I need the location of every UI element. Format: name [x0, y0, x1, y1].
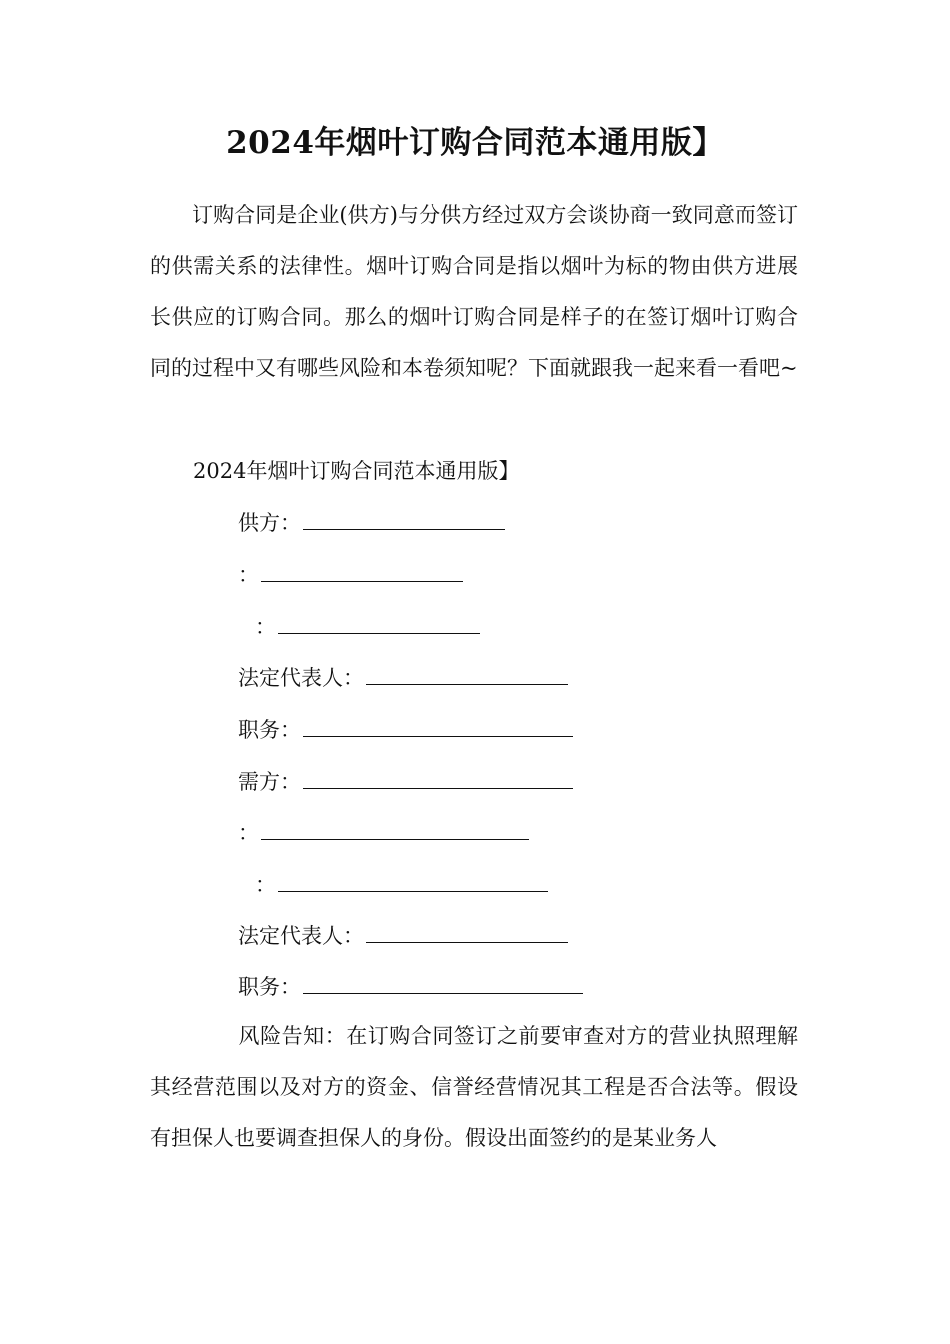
risk-paragraph-text: 风险告知：在订购合同签订之前要审查对方的营业执照理解其经营范围以及对方的资金、信誉经营情况其工程是否合法等。假设有担保人也要调查担保人的身份。假设出面签约的是某业务人 [150, 1024, 798, 1150]
form-field-supplier-position [238, 715, 573, 745]
blank-line[interactable] [261, 561, 463, 582]
form-field-buyer-legal-rep [238, 921, 568, 951]
field-label: ： [238, 821, 259, 845]
blank-line[interactable] [303, 973, 583, 994]
form-field-supplier [238, 508, 505, 538]
form-field-buyer-address [238, 818, 529, 848]
risk-paragraph [150, 1011, 798, 1164]
blank-line[interactable] [278, 871, 548, 892]
intro-paragraph-text: 订购合同是企业(供方)与分供方经过双方会谈协商一致同意而签订的供需关系的法律性。烟叶订购合同是指以烟叶为标的物由供方进展长供应的订购合同。那么的烟叶订购合同是样子的在签订烟叶订购合同的过程中又有哪些风险和本卷须知呢？下面就跟我一起来看一看吧~ [150, 203, 798, 380]
form-field-buyer-phone [255, 870, 548, 900]
blank-line[interactable] [303, 509, 505, 530]
form-field-buyer-position [238, 972, 583, 1002]
field-label: ： [255, 873, 276, 897]
field-label: 法定代表人： [238, 666, 364, 690]
blank-line[interactable] [278, 613, 480, 634]
field-label: 需方： [238, 770, 301, 794]
blank-line[interactable] [303, 716, 573, 737]
field-label: 职务： [238, 975, 301, 999]
form-field-supplier-legal-rep [238, 663, 568, 693]
blank-line[interactable] [366, 664, 568, 685]
intro-paragraph [150, 190, 798, 394]
blank-line[interactable] [366, 922, 568, 943]
field-label: ： [238, 563, 259, 587]
form-field-supplier-address [238, 560, 463, 590]
form-field-buyer [238, 767, 573, 797]
field-label: 法定代表人： [238, 924, 364, 948]
field-label: ： [255, 615, 276, 639]
field-label: 职务： [238, 718, 301, 742]
blank-line[interactable] [303, 768, 573, 789]
document-title: 2024年烟叶订购合同范本通用版】 [226, 125, 724, 161]
blank-line[interactable] [261, 819, 529, 840]
subheading: 2024年烟叶订购合同范本通用版】 [193, 459, 520, 483]
form-field-supplier-phone [255, 612, 480, 642]
field-label: 供方： [238, 511, 301, 535]
